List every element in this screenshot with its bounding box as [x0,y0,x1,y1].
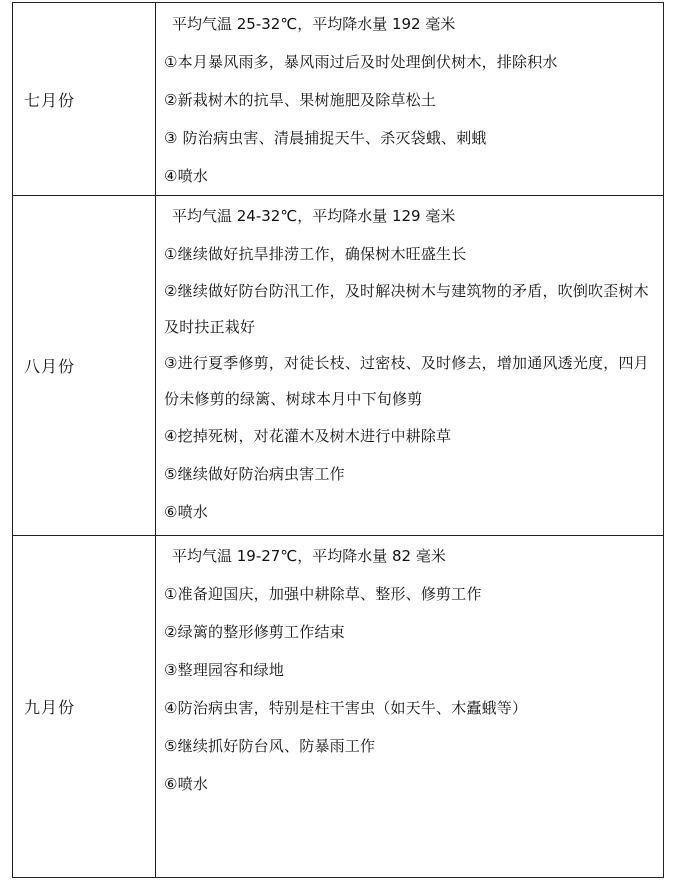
task-item: ①继续做好抗旱排涝工作，确保树木旺盛生长 [164,245,467,263]
task-item: ④喷水 [164,167,209,185]
climate-summary: 平均气温 24-32℃，平均降水量 129 毫米 [172,207,456,225]
month-work-cell [156,3,664,196]
month-label: 八月份 [13,196,156,536]
task-item: ②绿篱的整形修剪工作结束 [164,623,345,641]
task-item: ②新栽树木的抗旱、果树施肥及除草松土 [164,91,437,109]
climate-summary: 平均气温 19-27℃，平均降水量 82 毫米 [172,547,446,565]
maintenance-schedule-table [12,2,664,878]
month-work-cell [156,196,664,536]
task-item: ①本月暴风雨多，暴风雨过后及时处理倒伏树木，排除积水 [164,53,558,71]
month-row-september [13,536,664,878]
task-item: ③整理园容和绿地 [164,661,285,679]
month-label: 九月份 [13,536,156,878]
task-item: ⑤继续抓好防台风、防暴雨工作 [164,737,376,755]
task-item: ④挖掉死树，对花灌木及树木进行中耕除草 [164,427,452,445]
month-label: 七月份 [13,3,156,196]
climate-summary: 平均气温 25-32℃，平均降水量 192 毫米 [172,15,456,33]
task-item: ①准备迎国庆，加强中耕除草、整形、修剪工作 [164,585,482,603]
task-item: ④防治病虫害，特别是柱干害虫（如天牛、木蠹蛾等） [164,699,528,717]
task-item: ⑤继续做好防治病虫害工作 [164,465,345,483]
task-item: ②继续做好防台防汛工作，及时解决树木与建筑物的矛盾，吹倒吹歪树木及时扶正栽好 [164,282,649,336]
month-row-august [13,196,664,536]
task-item: ③ 防治病虫害、清晨捕捉天牛、杀灭袋蛾、刺蛾 [164,129,487,147]
task-item: ③进行夏季修剪，对徒长枝、过密枝、及时修去，增加通风透光度，四月份未修剪的绿篱、树球本月中下旬修剪 [164,354,649,408]
task-item: ⑥喷水 [164,503,209,521]
task-item: ⑥喷水 [164,775,209,793]
month-row-july [13,3,664,196]
month-work-cell [156,536,664,878]
